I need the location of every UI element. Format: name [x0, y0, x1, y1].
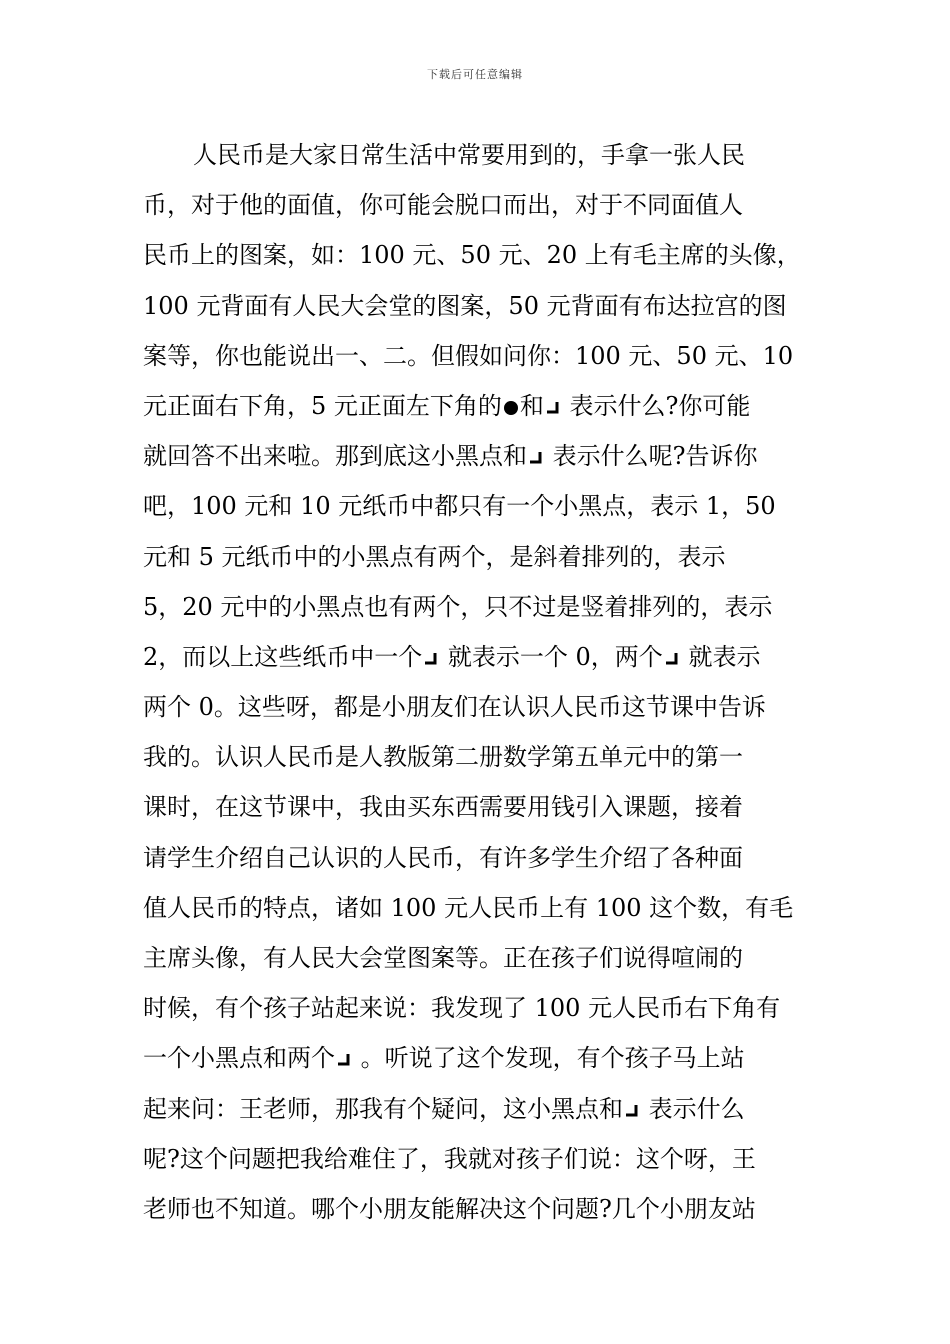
- text-segment: 值人民币的特点，诸如 100 元人民币上有 100 这个数，有毛: [143, 893, 794, 922]
- text-segment: 我的。认识人民币是人教版第二册数学第五单元中的第一: [143, 743, 743, 772]
- text-segment: 主席头像，有人民大会堂图案等。正在孩子们说得喧闹的: [143, 944, 743, 972]
- text-segment: 一个小黑点和两个: [143, 1044, 335, 1073]
- text-segment: 吧，100 元和 10 元纸币中都只有一个小黑点，表示 1，50: [143, 492, 776, 521]
- text-segment: 元正面右下角，5 元正面左下角的: [143, 391, 502, 420]
- corner-mark-icon: [546, 401, 560, 415]
- text-segment: 起来问：王老师，那我有个疑问，这小黑点和: [143, 1094, 623, 1123]
- text-line: [143, 532, 823, 582]
- text-line: [143, 833, 823, 883]
- text-segment: 老师也不知道。哪个小朋友能解决这个问题?几个小朋友站: [143, 1194, 756, 1223]
- text-line: [143, 883, 823, 933]
- corner-mark-icon: [625, 1104, 639, 1118]
- text-line: [143, 983, 823, 1033]
- text-line: [143, 230, 823, 280]
- text-line: [143, 1084, 823, 1134]
- text-segment: 2，而以上这些纸币中一个: [143, 642, 423, 671]
- corner-mark-icon: [529, 451, 543, 465]
- text-segment: 表示什么: [641, 1094, 745, 1123]
- text-line: [143, 732, 823, 782]
- text-segment: 币，对于他的面值，你可能会脱口而出，对于不同面值人: [143, 191, 743, 220]
- page-header: 下载后可任意编辑: [427, 68, 523, 81]
- corner-mark-icon: [337, 1053, 351, 1067]
- text-line: [143, 1033, 823, 1083]
- corner-mark-icon: [665, 652, 679, 666]
- text-segment: 时候，有个孩子站起来说：我发现了 100 元人民币右下角有: [143, 994, 781, 1023]
- body-paragraph: [143, 130, 823, 1234]
- text-segment: 元和 5 元纸币中的小黑点有两个，是斜着排列的，表示: [143, 542, 726, 571]
- text-segment: 和: [519, 391, 544, 420]
- black-dot-icon: [504, 401, 518, 415]
- text-segment: 就表示: [680, 642, 761, 671]
- text-segment: 两个 0。这些呀，都是小朋友们在认识人民币这节课中告诉: [143, 693, 766, 722]
- text-segment: 案等，你也能说出一、二。但假如问你：100 元、50 元、10: [143, 341, 794, 370]
- text-segment: 100 元背面有人民大会堂的图案，50 元背面有布达拉宫的图: [143, 291, 787, 320]
- text-segment: 。听说了这个发现，有个孩子马上站: [353, 1044, 745, 1073]
- text-segment: 民币上的图案，如：100 元、50 元、20 上有毛主席的头像，: [143, 241, 801, 270]
- text-line: [143, 1184, 823, 1234]
- text-line: [143, 481, 823, 531]
- text-line: [143, 431, 823, 481]
- text-line: [143, 682, 823, 732]
- text-segment: 请学生介绍自己认识的人民币，有许多学生介绍了各种面: [143, 843, 743, 872]
- text-line: [143, 782, 823, 832]
- text-line: [143, 331, 823, 381]
- text-line: [143, 130, 823, 180]
- text-line: [143, 281, 823, 331]
- text-segment: 课时，在这节课中，我由买东西需要用钱引入课题，接着: [143, 793, 743, 822]
- text-line: [143, 1134, 823, 1184]
- text-segment: 呢?这个问题把我给难住了，我就对孩子们说：这个呀，王: [143, 1144, 756, 1173]
- text-segment: 5，20 元中的小黑点也有两个，只不过是竖着排列的，表示: [143, 592, 773, 621]
- text-segment: 表示什么?你可能: [561, 391, 751, 420]
- text-line: [143, 381, 823, 431]
- text-segment: 表示什么呢?告诉你: [545, 442, 758, 471]
- text-segment: 就表示一个 0，两个: [440, 642, 663, 671]
- text-segment: 就回答不出来啦。那到底这小黑点和: [143, 442, 527, 471]
- text-line: [143, 933, 823, 983]
- text-line: [143, 180, 823, 230]
- text-line: [143, 632, 823, 682]
- corner-mark-icon: [424, 652, 438, 666]
- text-line: [143, 582, 823, 632]
- text-segment: 人民币是大家日常生活中常要用到的，手拿一张人民: [193, 141, 745, 169]
